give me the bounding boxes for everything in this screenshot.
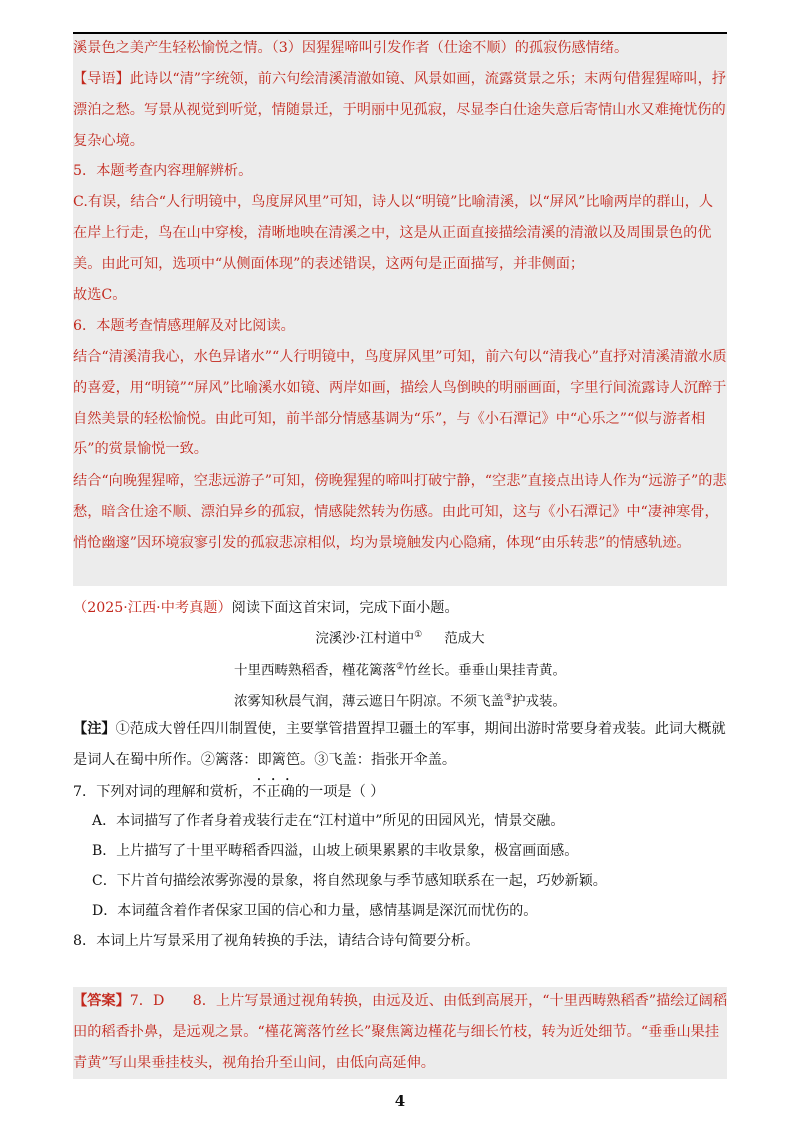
- poem-title: 浣溪沙·江村道中: [315, 630, 415, 647]
- question-intro: 阅读下面这首宋词，完成下面小题。: [231, 600, 459, 616]
- q7-suffix: 的一项是（ ）: [294, 784, 385, 800]
- notes-paragraph: [73, 714, 727, 776]
- poem-title-line: [73, 620, 727, 654]
- question-source: （2025·江西·中考真题）: [73, 600, 232, 616]
- poem-line-2-footnote: ③: [503, 693, 513, 703]
- option-a[interactable]: A．本词描写了作者身着戎装行走在“江村道中”所见的田园风光，情景交融。: [92, 813, 565, 829]
- poem-line-1-a: 十里西畴熟稻香，槿花篱落: [233, 662, 396, 679]
- poem-line-2-a: 浓雾知秋晨气润，薄云遮日午阴凉。不须飞盖: [233, 693, 504, 710]
- option-d[interactable]: D．本词蕴含着作者保家卫国的信心和力量，感情基调是深沉而忧伤的。: [92, 903, 538, 919]
- q6-paragraph-1: 结合“清溪清我心，水色异诸水”“人行明镜中，鸟度屏风里”可知，前六句以“清我心”直抒对清溪清澈水质的喜爱，用“明镜”“屏风”比喻溪水如镜、两岸如画，描绘人鸟倒映的明丽画面，字里行间流露诗人沉醉于自然美景的轻松愉悦。由此可知，前半部分情感基调为“乐”，与《小石潭记》中“心乐之”“似与游者相乐”的赏景愉悦一致。: [73, 349, 727, 458]
- answer-paragraph: [73, 986, 727, 1078]
- q8-stem: 8．本词上片写景采用了视角转换的手法，请结合诗句简要分析。: [73, 933, 480, 949]
- q6-title: 6．本题考查情感理解及对比阅读。: [73, 318, 295, 334]
- q5-conclusion: 故选C。: [73, 287, 127, 303]
- q6-paragraph-2: 结合“向晚猩猩啼，空悲远游子”可知，傍晚猩猩的啼叫打破宁静，“空悲”直接点出诗人作为“远游子”的悲愁，暗含仕途不顺、漂泊异乡的孤寂，情感陡然转为伤感。由此可知，这与《小石潭记》中“凄神寒骨，悄怆幽邃”因环境寂寥引发的孤寂悲凉相似，均为景境触发内心隐痛，体现“由乐转悲”的情感轨迹。: [73, 473, 727, 551]
- poem-line-1-footnote: ②: [395, 662, 405, 672]
- option-b[interactable]: B．上片描写了十里平畴稻香四溢，山坡上硕果累累的丰收景象，极富画面感。: [92, 843, 579, 859]
- q7-emphasis: 不正确: [252, 784, 295, 800]
- page-number: 4: [394, 1092, 406, 1110]
- poem-line-2: [73, 683, 727, 717]
- q7-prefix: 7．下列对词的理解和赏析，: [73, 784, 253, 800]
- poem-author: 范成大: [444, 630, 485, 647]
- notes-label: 【注】: [73, 721, 116, 737]
- poem-line-1-b: 竹丝长。垂垂山果挂青黄。: [404, 662, 567, 679]
- guide-text: 此诗以“清”字统领，前六句绘清溪清澈如镜、风景如画，流露赏景之乐；末两句借猩猩啼叫，抒漂泊之愁。写景从视觉到听觉，情随景迁，于明丽中见孤寂，尽显李白仕途失意后寄情山水又难掩忧伤的复杂心境。: [73, 71, 726, 149]
- notes-text: ①范成大曾任四川制置使，主要掌管措置捍卫疆土的军事，期间出游时常要身着戎装。此词大概就是词人在蜀中所作。②篱落：即篱笆。③飞盖：指张开伞盖。: [73, 721, 726, 768]
- guide-tag: 【导语】: [73, 71, 130, 87]
- q5-title: 5．本题考查内容理解辨析。: [73, 163, 253, 179]
- q5-analysis: C.有误，结合“人行明镜中，鸟度屏风里”可知，诗人以“明镜”比喻清溪，以“屏风”比喻两岸的群山，人在岸上行走，鸟在山中穿梭，清晰地映在清溪之中，这是从正面直接描绘清溪的清澈以及周围景色的优美。由此可知，选项中“从侧面体现”的表述错误，这两句是正面描写，并非侧面；: [73, 194, 714, 272]
- guide-paragraph: [73, 64, 727, 156]
- answer-text: 7．D 8．上片写景通过视角转换，由远及近、由低到高展开，“十里西畴熟稻香”描绘辽阔稻田的稻香扑鼻，是远观之景。“槿花篱落竹丝长”聚焦篱边槿花与细长竹枝，转为近处细节。“垂垂山果挂青黄”写山果垂挂枝头，视角抬升至山间，由低向高延伸。: [73, 993, 728, 1071]
- poem-line-1: [73, 652, 727, 686]
- q7-stem: [73, 776, 727, 808]
- answer-tag: 【答案】: [73, 993, 130, 1009]
- option-c[interactable]: C．下片首句描绘浓雾弥漫的景象，将自然现象与季节感知联系在一起，巧妙新颖。: [92, 873, 607, 889]
- poem-title-footnote: ①: [414, 630, 423, 640]
- poem-line-2-b: 护戎装。: [512, 693, 567, 710]
- prev-line-continuation: 溪景色之美产生轻松愉悦之情。（3）因猩猩啼叫引发作者（仕途不顺）的孤寂伤感情绪。: [73, 40, 629, 56]
